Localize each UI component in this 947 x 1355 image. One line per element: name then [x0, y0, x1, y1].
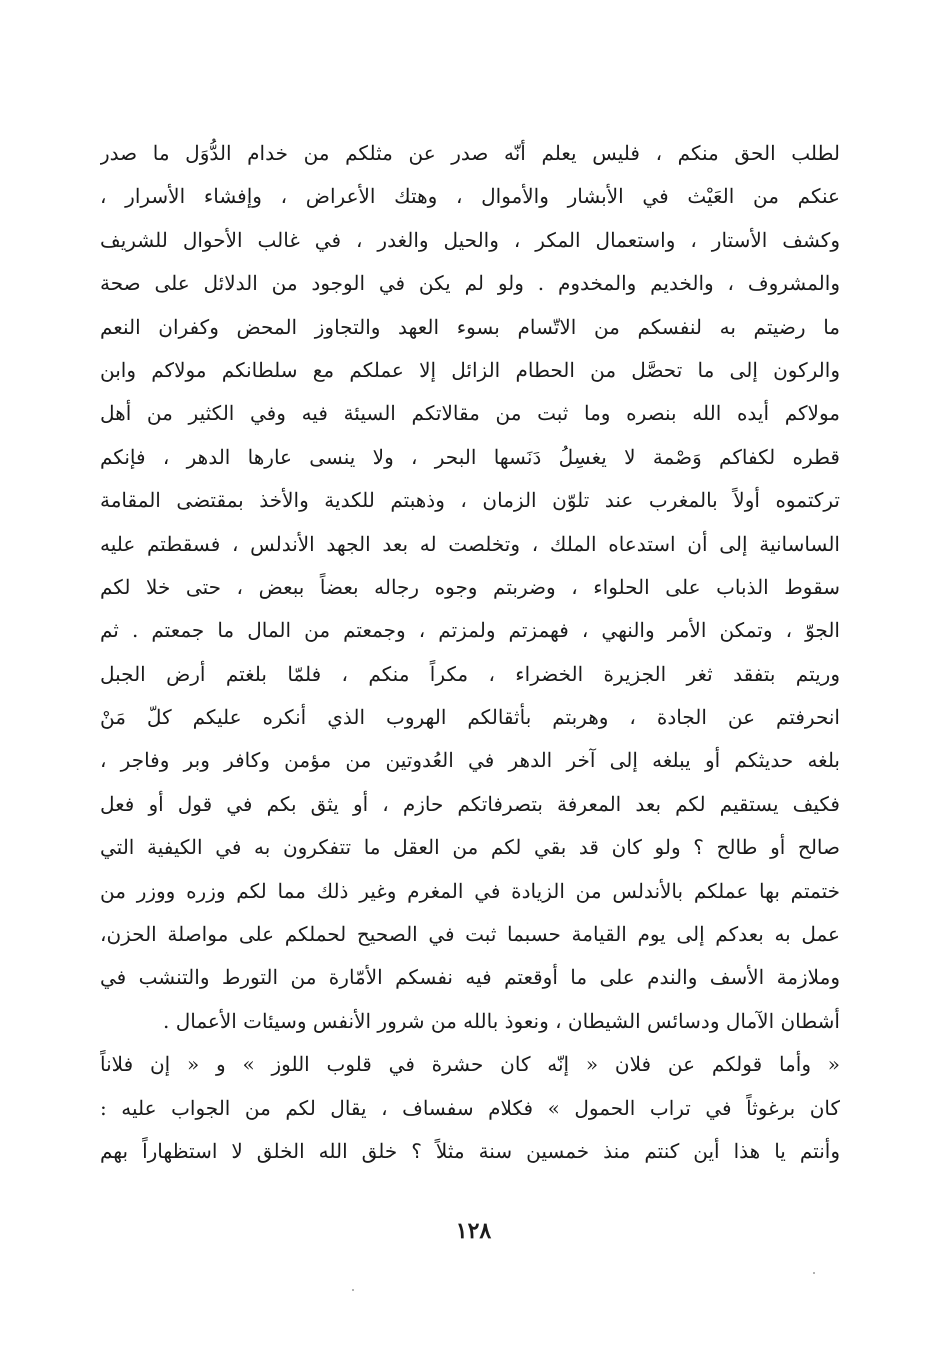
text-line: عنكم من العَيْث في الأبشار والأموال ، وهتك الأعراض ، وإفشاء الأسرار ،	[100, 184, 840, 209]
scan-speck	[813, 1272, 815, 1274]
text-line: مولاكم أيده الله بنصره وما ثبت من مقالاتكم السيئة فيه وفي الكثير من أهل	[100, 401, 840, 426]
text-line: فكيف يستقيم لكم بعد المعرفة بتصرفاتكم حازم ، أو يثق بكم في قول أو فعل	[100, 791, 840, 816]
text-line: لطلب الحق منكم ، فليس يعلم أنّه صدر عن مثلكم من خدام الدُّوَل ما صدر	[100, 141, 840, 165]
text-line: قطره لكفاكم وَصْمة لا يغسِلُ دَنَسها البحر ، ولا ينسى عارها الدهر ، فإنكم	[100, 444, 840, 469]
text-line: كان برغوثاً في تراب الحمول » فكلام سفساف ، يقال لكم من الجواب عليه :	[100, 1095, 840, 1120]
text-line: بلغه حديثكم أو يبلغه إلى آخر الدهر في العُدوتين من مؤمن وكافر وبر وفاجر ،	[100, 748, 840, 773]
text-line: وريتم بتفقد ثغر الجزيرة الخضراء ، مكراً منكم ، فلمّا بلغتم أرض الجبل	[100, 661, 840, 686]
text-line: الساسانية إلى أن استدعاه الملك ، وتخلصت له بعد الجهد الأندلس ، فسقطتم عليه	[100, 531, 840, 556]
text-line: ما رضيتم به لنفسكم من الاتّسام بسوء العهد والتجاوز المحض وكفران النعم	[100, 314, 840, 339]
text-line: تركتموه أولاً بالمغرب عند تلوّن الزمان ، وذهبتم للكدية والأخذ بمقتضى المقامة	[100, 488, 840, 513]
page-number: ١٢٨	[455, 1218, 492, 1244]
text-line: انحرفتم عن الجادة ، وهربتم بأثقالكم الهروب الذي أنكره عليكم كلّ مَنْ	[100, 705, 840, 730]
text-line: وكشف الأستار ، واستعمال المكر ، والحيل والغدر ، في غالب الأحوال للشريف	[100, 227, 840, 252]
text-line: سقوط الذباب على الحلواء ، وضربتم وجوه رجاله بعضاً ببعض ، حتى خلا لكم	[100, 574, 840, 599]
text-line: الجوّ ، وتمكن الأمر والنهي ، فهمزتم ولمزتم ، وجمعتم من المال ما جمعتم . ثم	[100, 618, 840, 643]
text-line: عمل به بعدكم إلى يوم القيامة حسبما ثبت في الصحيح لحملكم على مواصلة الحزن،	[100, 922, 840, 947]
text-line: « وأما قولكم عن فلان « إنّه كان حشرة في قلوب اللوز » و « إن فلاناً	[100, 1052, 840, 1077]
text-line: ختمتم بها عملكم بالأندلس من الزيادة في المغرم وغير ذلك مما لكم وزره ووزر من	[100, 878, 840, 903]
scan-speck	[352, 1289, 354, 1291]
body-text	[100, 132, 840, 1173]
text-line: وملازمة الأسف والندم على ما أوقعتم فيه نفسكم الأمّارة من التورط والتنشب في	[100, 965, 840, 990]
text-line: والمشروف ، والخديم والمخدوم . ولو لم يكن في الوجود من الدلائل على صحة	[100, 271, 840, 296]
text-line: أشطان الآمال ودسائس الشيطان ، ونعوذ بالله من شرور الأنفس وسيئات الأعمال .	[163, 1008, 840, 1033]
text-line: صالح أو طالح ؟ ولو كان قد بقي لكم من العقل ما تتفكرون به في الكيفية التي	[100, 835, 840, 860]
text-line: وأنتم يا هذا أين كنتم منذ خمسين سنة مثلاً ؟ خلق الله الخلق لا استظهاراً بهم	[100, 1138, 840, 1163]
text-line: والركون إلى ما تحصَّل من الحطام الزائل إلا عملكم مع سلطانكم مولاكم وابن	[100, 357, 840, 382]
